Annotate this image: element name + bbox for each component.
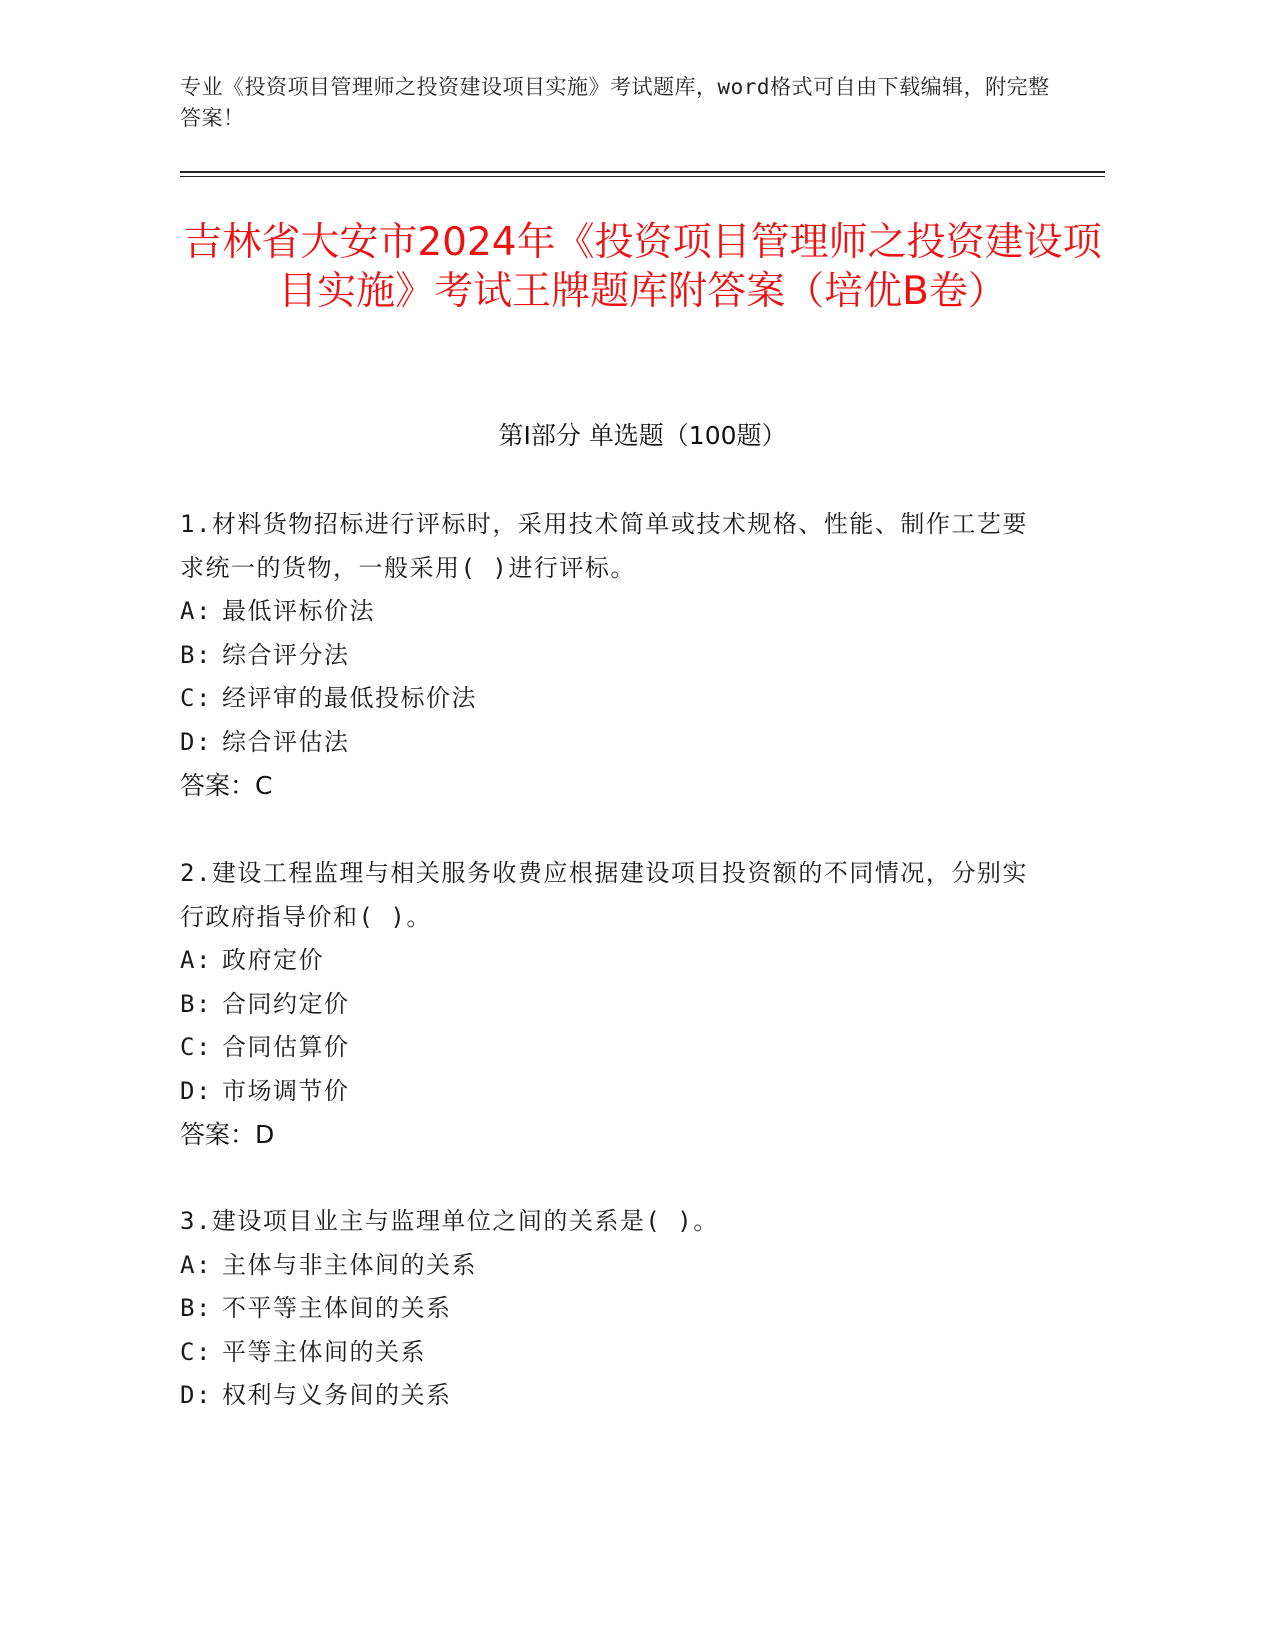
option-key: B:	[180, 989, 212, 1018]
option-a	[180, 1244, 1040, 1288]
option-key: A:	[180, 1250, 212, 1279]
option-a	[180, 590, 1040, 634]
header-note: 专业《投资项目管理师之投资建设项目实施》考试题库，word格式可自由下载编辑，附完整答案！	[180, 75, 1050, 130]
option-text: 最低评标价法	[222, 597, 375, 625]
answer: 答案：D	[180, 1120, 275, 1149]
document-title: 吉林省大安市2024年《投资项目管理师之投资建设项目实施》考试王牌题库附答案（培优B卷）	[183, 220, 1102, 314]
question-stem: 3.建设项目业主与监理单位之间的关系是( )。	[180, 1207, 719, 1235]
question-3	[180, 1200, 1040, 1418]
option-c	[180, 677, 1040, 721]
option-key: D:	[180, 1076, 212, 1105]
option-text: 主体与非主体间的关系	[222, 1250, 477, 1279]
option-c	[180, 1331, 1040, 1375]
option-d	[180, 1070, 1040, 1114]
option-text: 权利与义务间的关系	[222, 1381, 452, 1409]
option-text: 市场调节价	[222, 1076, 350, 1105]
option-b	[180, 1287, 1040, 1331]
header-rule-thin	[180, 176, 1105, 177]
option-key: A:	[180, 946, 212, 974]
option-key: A:	[180, 597, 212, 625]
option-text: 合同估算价	[222, 1033, 350, 1061]
option-key: D:	[180, 1381, 212, 1409]
option-text: 经评审的最低投标价法	[222, 684, 477, 712]
option-b	[180, 983, 1040, 1027]
question-stem: 1.材料货物招标进行评标时，采用技术简单或技术规格、性能、制作工艺要求统一的货物，一般采用( )进行评标。	[180, 510, 1028, 582]
option-d	[180, 721, 1040, 765]
option-text: 不平等主体间的关系	[222, 1294, 452, 1322]
option-text: 合同约定价	[222, 989, 350, 1018]
option-text: 综合评估法	[222, 727, 350, 756]
question-1	[180, 503, 1040, 808]
option-text: 综合评分法	[222, 640, 350, 669]
option-text: 平等主体间的关系	[222, 1337, 426, 1366]
option-a	[180, 939, 1040, 983]
answer: 答案：C	[180, 771, 273, 800]
option-b	[180, 634, 1040, 678]
question-stem: 2.建设工程监理与相关服务收费应根据建设项目投资额的不同情况，分别实行政府指导价和( )。	[180, 859, 1028, 931]
option-c	[180, 1026, 1040, 1070]
option-key: B:	[180, 640, 212, 669]
option-key: C:	[180, 1033, 212, 1061]
option-key: D:	[180, 727, 212, 756]
option-text: 政府定价	[222, 946, 324, 974]
question-2	[180, 852, 1040, 1157]
header-rule-thick	[180, 171, 1105, 173]
option-d	[180, 1374, 1040, 1418]
option-key: C:	[180, 1337, 212, 1366]
option-key: B:	[180, 1294, 212, 1322]
option-key: C:	[180, 684, 212, 712]
section-title: 第I部分 单选题（100题）	[498, 421, 787, 450]
